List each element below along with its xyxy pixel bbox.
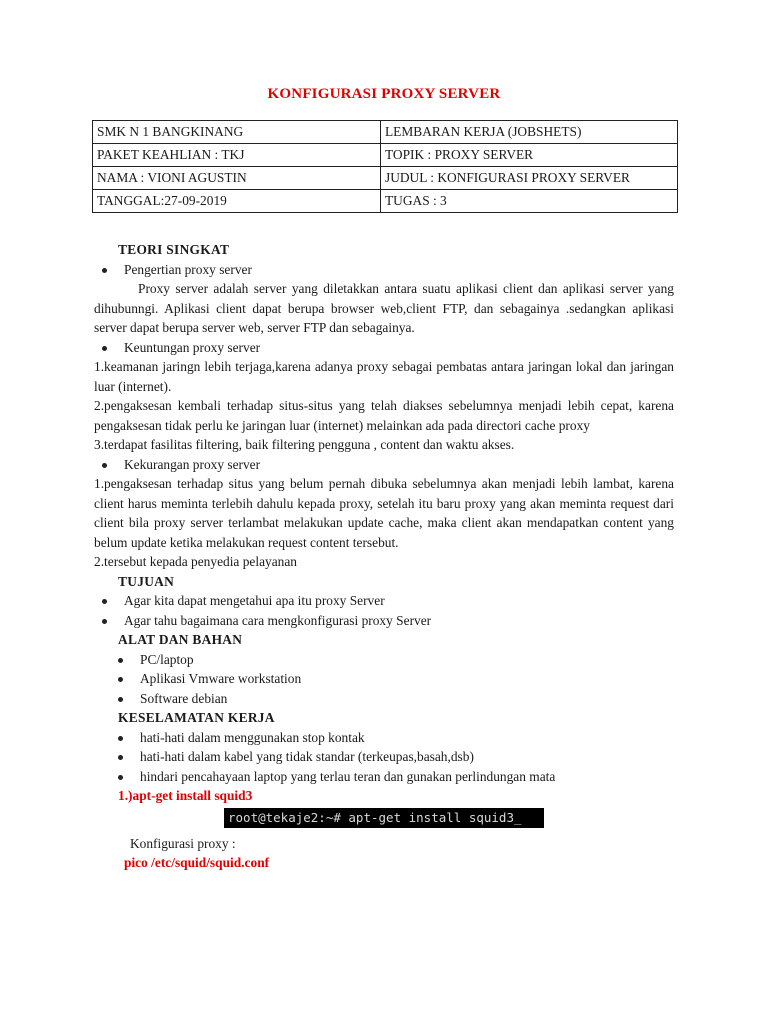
table-cell: TANGGAL:27-09-2019 <box>93 190 381 213</box>
table-cell: SMK N 1 BANGKINANG <box>93 121 381 144</box>
keuntungan-item: 1.keamanan jaringn lebih terjaga,karena adanya proxy sebagai pembatas antara jaringan lokal dan jaringan luar (internet). <box>94 359 674 394</box>
table-row <box>93 190 678 213</box>
terminal-screenshot: root@tekaje2:~# apt-get install squid3_ <box>224 808 544 828</box>
document-body <box>94 240 674 873</box>
section-heading-teori: TEORI SINGKAT <box>118 242 230 257</box>
alat-item: Software debian <box>94 689 674 709</box>
bullet-kekurangan: Kekurangan proxy server <box>94 455 674 475</box>
table-cell: TUGAS : 3 <box>381 190 678 213</box>
keuntungan-item: 3.terdapat fasilitas filtering, baik filtering pengguna , content dan waktu akses. <box>94 437 515 452</box>
kekurangan-item: 1.pengaksesan terhadap situs yang belum pernah dibuka sebelumnya akan menjadi lebih lambat, karena client harus meminta terlebih dahulu kepada proxy, setelah itu baru proxy yang akan meminta request dari client bila proxy server terlambat melakukan update cache, maka client akan mendapatkan content yang belum update ketika melakukan request content tersebut. <box>94 476 674 550</box>
section-heading-tujuan: TUJUAN <box>118 573 175 589</box>
table-row <box>93 144 678 167</box>
config-label: Konfigurasi proxy : <box>130 835 236 851</box>
keselamatan-item: hati-hati dalam menggunakan stop kontak <box>94 728 674 748</box>
tujuan-item: Agar tahu bagaimana cara mengkonfigurasi proxy Server <box>94 611 674 631</box>
table-cell: JUDUL : KONFIGURASI PROXY SERVER <box>381 167 678 190</box>
table-row <box>93 167 678 190</box>
section-heading-keselamatan: KESELAMATAN KERJA <box>118 710 275 725</box>
bullet-pengertian: Pengertian proxy server <box>94 260 674 280</box>
table-cell: NAMA : VIONI AGUSTIN <box>93 167 381 190</box>
table-cell: PAKET KEAHLIAN : TKJ <box>93 144 381 167</box>
kekurangan-item: 2.tersebut kepada penyedia pelayanan <box>94 554 297 569</box>
table-cell: LEMBARAN KERJA (JOBSHETS) <box>381 121 678 144</box>
info-table <box>92 120 678 213</box>
paragraph-pengertian: Proxy server adalah server yang diletakkan antara suatu aplikasi client dan aplikasi server yang dihubunngi. Aplikasi client dapat berupa browser web,client FTP, dan sebagainya .sedangkan aplikasi server dapat berupa server web, server FTP dan sebagainya. <box>94 281 674 335</box>
alat-item: Aplikasi Vmware workstation <box>94 669 674 689</box>
table-cell: TOPIK : PROXY SERVER <box>381 144 678 167</box>
table-row <box>93 121 678 144</box>
keselamatan-item: hindari pencahayaan laptop yang terlau teran dan gunakan perlindungan mata <box>94 767 674 787</box>
config-command: pico /etc/squid/squid.conf <box>124 855 270 870</box>
keselamatan-item: hati-hati dalam kabel yang tidak standar (terkeupas,basah,dsb) <box>94 747 674 767</box>
section-heading-alat: ALAT DAN BAHAN <box>118 632 243 647</box>
tujuan-item: Agar kita dapat mengetahui apa itu proxy Server <box>94 591 674 611</box>
keuntungan-item: 2.pengaksesan kembali terhadap situs-situs yang telah diakses sebelumnya menjadi lebih cepat, karena pengaksesan tidak perlu ke jaringan luar (internet) melainkan ada pada directori cache proxy <box>94 398 674 433</box>
step-label: 1.)apt-get install squid3 <box>118 788 253 803</box>
document-title: KONFIGURASI PROXY SERVER <box>267 86 501 102</box>
bullet-keuntungan: Keuntungan proxy server <box>94 338 674 358</box>
alat-item: PC/laptop <box>94 650 674 670</box>
